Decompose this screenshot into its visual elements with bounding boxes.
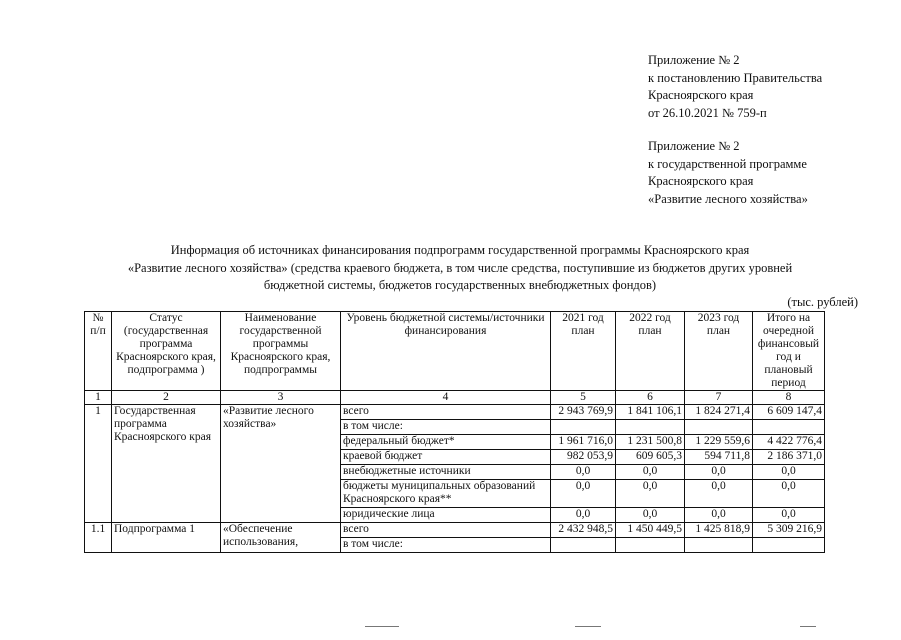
value-2023 — [685, 420, 753, 435]
document-title — [60, 242, 860, 295]
scan-artifact-line — [800, 626, 816, 627]
value-2021: 0,0 — [551, 508, 616, 523]
index-cell: 6 — [616, 391, 685, 405]
value-total: 0,0 — [753, 480, 825, 508]
appendix-line: Красноярского края — [648, 88, 754, 102]
appendix-line: Приложение № 2 — [648, 53, 740, 67]
value-2021 — [551, 538, 616, 553]
title-line: «Развитие лесного хозяйства» (средства краевого бюджета, в том числе средства, поступившие из бюджетов других уровней — [127, 260, 793, 275]
header-total: Итого на очередной финансовый год и плановый период — [753, 312, 825, 391]
value-total: 0,0 — [753, 508, 825, 523]
index-cell: 5 — [551, 391, 616, 405]
index-cell: 3 — [221, 391, 341, 405]
value-2023: 0,0 — [685, 465, 753, 480]
row-status: Подпрограмма 1 — [112, 523, 221, 553]
index-cell: 1 — [85, 391, 112, 405]
value-2022: 1 231 500,8 — [616, 435, 685, 450]
header-status: Статус (государственная программа Красноярского края, подпрограмма ) — [112, 312, 221, 391]
value-2021: 2 943 769,9 — [551, 405, 616, 420]
appendix-block-resolution — [648, 52, 822, 122]
appendix-line: Красноярского края — [648, 174, 754, 188]
index-cell: 7 — [685, 391, 753, 405]
value-2022: 0,0 — [616, 480, 685, 508]
appendix-line: к государственной программе — [648, 156, 807, 171]
value-2022: 0,0 — [616, 508, 685, 523]
appendix-line: к постановлению Правительства — [648, 70, 823, 85]
row-level: внебюджетные источники — [341, 465, 551, 480]
units-label: (тыс. рублей) — [787, 295, 858, 309]
value-2021: 982 053,9 — [551, 450, 616, 465]
value-2023: 1 425 818,9 — [685, 523, 753, 538]
row-level: всего — [341, 405, 551, 420]
header-2021 — [551, 312, 616, 391]
value-2022: 1 450 449,5 — [616, 523, 685, 538]
row-level: всего — [341, 523, 551, 538]
value-2022: 1 841 106,1 — [616, 405, 685, 420]
row-num: 1 — [85, 405, 112, 523]
header-year: 2021 год — [562, 312, 604, 324]
value-2021: 2 432 948,5 — [551, 523, 616, 538]
row-level: краевой бюджет — [341, 450, 551, 465]
row-level: юридические лица — [341, 508, 551, 523]
header-2022 — [616, 312, 685, 391]
index-cell: 2 — [112, 391, 221, 405]
row-name: «Обеспечение использования, — [221, 523, 341, 553]
scan-artifact-line — [575, 626, 601, 627]
table-row — [85, 523, 825, 538]
value-2023: 594 711,8 — [685, 450, 753, 465]
header-2023 — [685, 312, 753, 391]
value-2022: 609 605,3 — [616, 450, 685, 465]
row-level: в том числе: — [341, 538, 551, 553]
scan-artifact-line — [365, 626, 399, 627]
value-total: 5 309 216,9 — [753, 523, 825, 538]
value-2022: 0,0 — [616, 465, 685, 480]
value-2023: 0,0 — [685, 480, 753, 508]
value-2021: 0,0 — [551, 465, 616, 480]
header-num: № п/п — [85, 312, 112, 391]
value-2023: 0,0 — [685, 508, 753, 523]
value-total — [753, 420, 825, 435]
index-cell: 8 — [753, 391, 825, 405]
row-level: в том числе: — [341, 420, 551, 435]
value-total: 0,0 — [753, 465, 825, 480]
title-line: бюджетной системы, бюджетов государственных внебюджетных фондов) — [263, 278, 657, 292]
value-2021: 0,0 — [551, 480, 616, 508]
row-status: Государственная программа Красноярского края — [112, 405, 221, 523]
row-name: «Развитие лесного хозяйства» — [221, 405, 341, 523]
row-level: бюджеты муниципальных образований Красноярского края** — [341, 480, 551, 508]
header-level: Уровень бюджетной системы/источники финансирования — [341, 312, 551, 391]
header-row — [85, 312, 825, 391]
header-plan: план — [571, 325, 595, 337]
appendix-line: Приложение № 2 — [648, 139, 740, 153]
header-plan: план — [706, 325, 731, 337]
header-year: 2023 год — [697, 312, 740, 324]
value-2021: 1 961 716,0 — [551, 435, 616, 450]
value-total: 6 609 147,4 — [753, 405, 825, 420]
appendix-line: от 26.10.2021 № 759-п — [648, 105, 767, 120]
index-cell: 4 — [341, 391, 551, 405]
row-num: 1.1 — [85, 523, 112, 553]
appendix-block-program — [648, 138, 808, 208]
table-row — [85, 405, 825, 420]
appendix-line: «Развитие лесного хозяйства» — [648, 191, 808, 206]
value-2023: 1 824 271,4 — [685, 405, 753, 420]
value-2023 — [685, 538, 753, 553]
index-row — [85, 391, 825, 405]
value-2022 — [616, 420, 685, 435]
value-total: 2 186 371,0 — [753, 450, 825, 465]
header-name: Наименование государственной программы Красноярского края, подпрограммы — [221, 312, 341, 391]
header-year: 2022 год — [629, 312, 671, 324]
value-2023: 1 229 559,6 — [685, 435, 753, 450]
value-2021 — [551, 420, 616, 435]
header-plan: план — [638, 325, 662, 337]
value-2022 — [616, 538, 685, 553]
row-level: федеральный бюджет* — [341, 435, 551, 450]
title-line: Информация об источниках финансирования подпрограмм государственной программы Красноярского края — [170, 243, 750, 257]
financing-table — [84, 311, 825, 553]
value-total — [753, 538, 825, 553]
value-total: 4 422 776,4 — [753, 435, 825, 450]
